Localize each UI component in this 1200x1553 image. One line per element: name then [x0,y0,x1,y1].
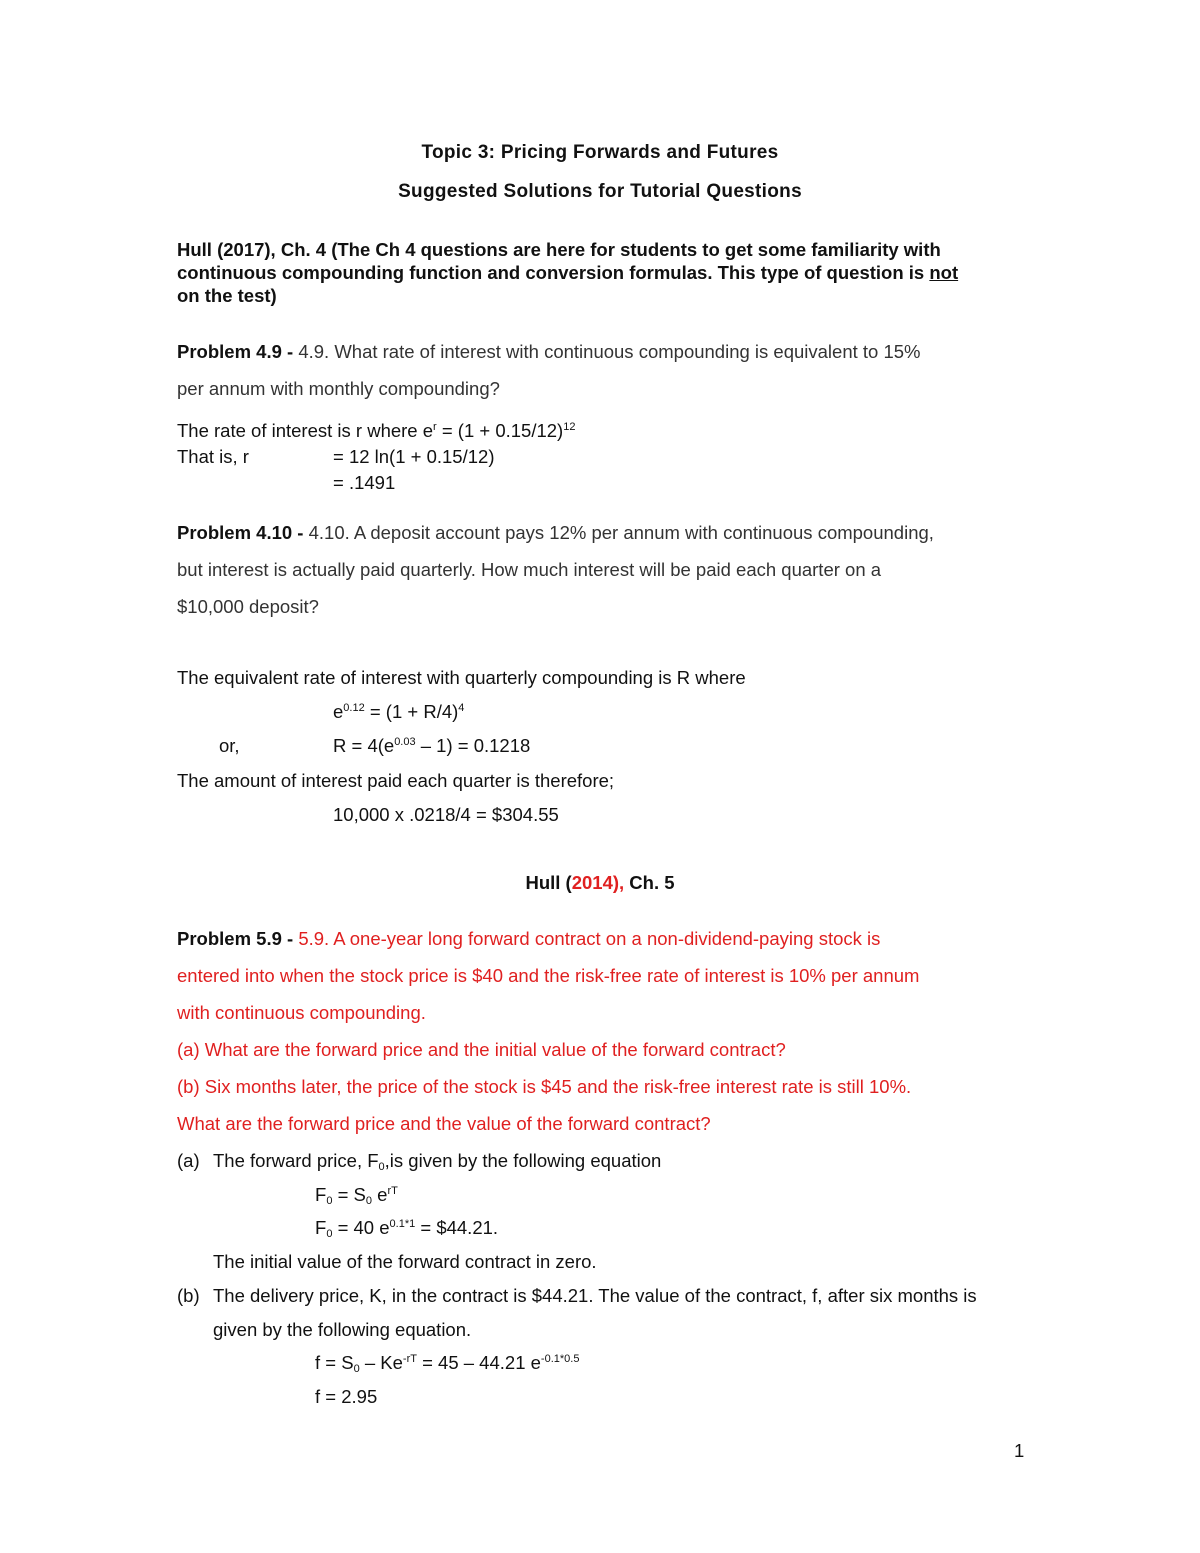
answer-b-line-1: The delivery price, K, in the contract is $44.21. The value of the contract, f, after six months is [213,1285,977,1306]
problem-4-9-answer-line-2-label: That is, r [177,446,249,467]
problem-5-9-question-line-2: entered into when the stock price is $40 and the risk-free rate of interest is 10% per annum [177,965,920,986]
answer-a-equation-2: $F_0 = 40$ $e^{0.1*1}$ = $44.21. [315,1217,499,1240]
answer-a-line-1: The forward price, $F_0,is$ given by the following equation [213,1150,662,1173]
problem-4-9-label: Problem 4.9 - [177,341,299,362]
answer-b-line-2: given by the following equation. [213,1319,472,1340]
problem-4-10-label: Problem 4.10 - [177,522,309,543]
problem-5-9-question-line-5: (b) Six months later, the price of the stock is $45 and the risk-free interest rate is still 10%. [177,1076,912,1097]
problem-5-9-question-line-1: Problem 5.9 - 5.9. A one-year long forward contract on a non-dividend-paying stock is [177,928,881,949]
problem-5-9-question-line-4: (a) What are the forward price and the initial value of the forward contract? [177,1039,786,1060]
problem-4-10-answer-line-4: The amount of interest paid each quarter is therefore; [177,770,615,791]
intro-line-3: on the test) [177,285,277,306]
problem-5-9-label: Problem 5.9 - [177,928,299,949]
problem-4-9-question-line-1: Problem 4.9 - 4.9. What rate of interest with continuous compounding is equivalent to 15% [177,341,921,362]
problem-4-10-answer-line-3-label: or, [219,735,240,756]
problem-4-10-answer-line-3-value: $R = 4(e^{0.03} - 1) = 0.1218$ [333,735,531,756]
intro-line-1: Hull (2017), Ch. 4 (The Ch 4 questions are here for students to get some familiarity with [177,239,941,260]
title-subtitle: Suggested Solutions for Tutorial Questions [398,181,802,202]
title-topic: Topic 3: Pricing Forwards and Futures [421,142,779,163]
problem-4-10-answer-line-1: The equivalent rate of interest with quarterly compounding is R where [177,667,746,688]
answer-b-equation-2: f = 2.95 [315,1386,378,1407]
answer-b-label: (b) [177,1285,200,1306]
problem-4-9-answer-line-3: = .1491 [333,472,396,493]
problem-4-9-question-line-2: per annum with monthly compounding? [177,378,500,399]
problem-4-10-answer-line-5: 10,000 x .0218/4 = $304.55 [333,804,559,825]
problem-4-10-question-line-2: but interest is actually paid quarterly. How much interest will be paid each quarter on a [177,559,882,580]
problem-4-9-answer-line-2-value: = 12 ln(1 + 0.15/12) [333,446,495,467]
answer-a-line-4: The initial value of the forward contract in zero. [213,1251,597,1272]
answer-a-equation-1: $F_0 = S_0$ $e^{rT}$ [315,1184,398,1207]
problem-4-10-question-line-3: $10,000 deposit? [177,596,319,617]
problem-4-10-question-line-1: Problem 4.10 - 4.10. A deposit account pays 12% per annum with continuous compounding, [177,522,934,543]
answer-a-label: (a) [177,1150,200,1171]
page-number: 1 [1014,1440,1025,1461]
problem-4-9-answer-line-1: The rate of interest is r where $e^r = (1 + 0.15/12)^{12}$ [177,420,576,441]
problem-4-10-answer-line-2: $e^{0.12} = (1 + R/4)^4$ [333,701,465,722]
intro-line-2: continuous compounding function and conversion formulas. This type of question is not [177,262,959,283]
answer-b-equation-1: $f = S_0 - Ke^{-rT} = 45 - 44.21$ $e^{-0.1*0.5}$ [315,1352,580,1375]
chapter-5-heading: Hull (2014), Ch. 5 [525,872,675,893]
problem-5-9-question-line-6: What are the forward price and the value of the forward contract? [177,1113,711,1134]
problem-5-9-question-line-3: with continuous compounding. [177,1002,426,1023]
